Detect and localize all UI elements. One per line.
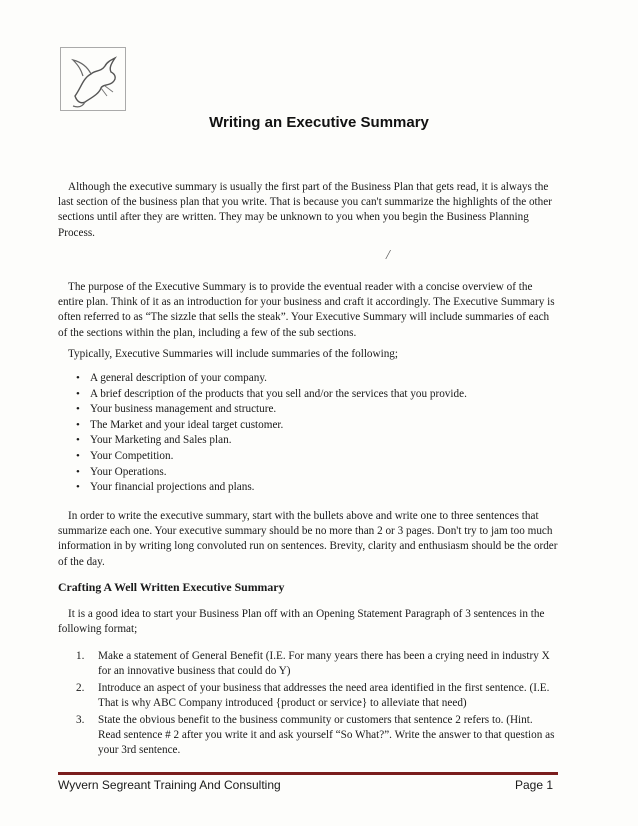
list-item: • A brief description of the products that you sell and/or the services that you provide. [58,387,558,403]
page-title: Writing an Executive Summary [209,114,429,131]
step-number: 3. [76,714,85,726]
steps-list [58,649,558,760]
footer-divider [58,772,558,775]
summary-bullet-list [58,371,558,496]
list-item: • Your financial projections and plans. [58,480,558,496]
section-heading: Crafting A Well Written Executive Summary [58,580,285,594]
intro-paragraph: Although the executive summary is usually the first part of the Business Plan that gets read, it is always the last section of the business plan that you write. That is because you can't summarize the highlights of the other sections until after they are written. They may be unknown to you when you begin the Business Planning Process. [58,181,552,239]
list-item: • Your business management and structure. [58,402,558,418]
footer-company-name: Wyvern Segreant Training And Consulting [58,778,281,792]
list-item: • Your Competition. [58,449,558,465]
purpose-paragraph: The purpose of the Executive Summary is to provide the eventual reader with a concise overview of the entire plan. Think of it as an introduction for your business and craft it accordingly. The Executive Summary is often referred to as “The sizzle that sells the steak”. Your Executive Summary will include summaries of each of the sections within the plan, including a few of the sub sections. [58,281,555,339]
dragon-logo-icon [60,47,126,111]
list-item: • A general description of your company. [58,371,558,387]
typically-paragraph: Typically, Executive Summaries will include summaries of the following; [68,348,399,360]
page-number: Page 1 [515,778,554,792]
step-text: State the obvious benefit to the business community or customers that sentence 2 refers to. (Hint. Read sentence # 2 after you write it and ask yourself “So What?”. Write the answer to that question as your 3rd sentence. [98,714,555,756]
opening-statement-paragraph: It is a good idea to start your Business Plan off with an Opening Statement Paragraph of 3 sentences in the following format; [58,608,545,636]
step-text: Introduce an aspect of your business that addresses the need area identified in the first sentence. (I.E. That is why ABC Company introduced {product or service} to alleviate that need) [98,682,550,709]
list-item: • The Market and your ideal target customer. [58,418,558,434]
list-item [58,681,558,711]
instructions-paragraph: In order to write the executive summary, start with the bullets above and write one to three sentences that summarize each one. Your executive summary should be no more than 2 or 3 pages. Don't try to jam too much information in by writing long convoluted run on sentences. Brevity, clarity and enthusiasm should be the order of the day. [58,510,558,568]
list-item [58,649,558,679]
step-number: 2. [76,682,85,694]
step-text: Make a statement of General Benefit (I.E. For many years there has been a crying need in industry X for an innovative business that could do Y) [98,650,550,677]
list-item [58,713,558,758]
step-number: 1. [76,650,85,662]
pen-mark: / [386,248,390,263]
list-item: • Your Operations. [58,465,558,481]
list-item: • Your Marketing and Sales plan. [58,433,558,449]
